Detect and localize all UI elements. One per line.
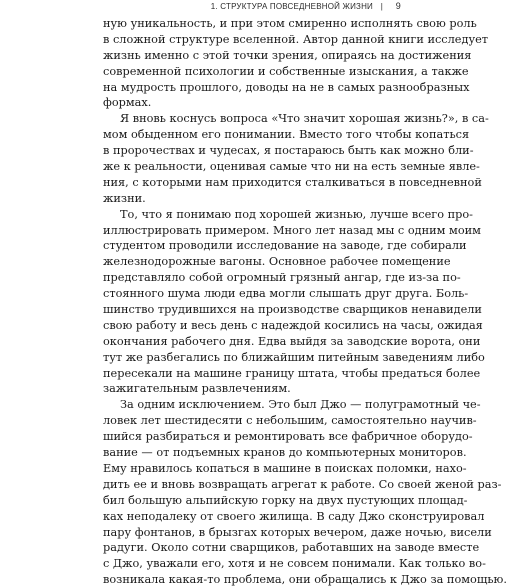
paragraph <box>103 111 489 206</box>
text-line: радуги. Около сотни сварщиков, работавших на заводе вместе <box>103 541 480 555</box>
running-header <box>103 0 401 14</box>
text-line: представляло собой огромный грязный ангар, где из-за по- <box>103 271 461 285</box>
text-line: бил большую альпийскую горку на двух пустующих площад- <box>103 493 468 507</box>
text-line: Я вновь коснусь вопроса «Что значит хорошая жизнь?», в са- <box>120 112 489 126</box>
text-line: ловек лет шестидесяти с небольшим, самостоятельно научив- <box>103 414 477 428</box>
text-line: стоянного шума люди едва могли слышать друг друга. Боль- <box>103 287 469 301</box>
text-line: в пророчествах и чудесах, я постараюсь быть как можно бли- <box>103 144 474 158</box>
page-number: 9 <box>395 1 401 11</box>
text-line: ную уникальность, и при этом смиренно исполнять свою роль <box>103 17 477 30</box>
body-text <box>103 16 507 588</box>
text-line: возникала какая-то проблема, они обращались к Джо за помощью. <box>103 573 507 587</box>
header-separator: | <box>380 2 383 11</box>
text-line: зажигательным развлечениям. <box>103 382 291 396</box>
text-line: на мудрость прошлого, доводы на не в самых разнообразных <box>103 80 470 94</box>
text-line: в сложной структуре вселенной. Автор данной книги исследует <box>103 32 489 46</box>
text-line: железнодорожные вагоны. Основное рабочее помещение <box>103 255 451 269</box>
text-line: мом обыденном его понимании. Вместо того чтобы копаться <box>103 128 470 142</box>
text-line: То, что я понимаю под хорошей жизнью, лучше всего про- <box>120 207 473 221</box>
text-line: тут же разбегались по ближайшим питейным заведениям либо <box>103 350 485 364</box>
chapter-title: 1. СТРУКТУРА ПОВСЕДНЕВНОЙ ЖИЗНИ <box>210 2 373 11</box>
text-line: шинство трудившихся на производстве сварщиков ненавидели <box>103 303 482 317</box>
text-line: иллюстрировать примером. Много лет назад мы с одним моим <box>103 223 481 237</box>
text-line: За одним исключением. Это был Джо — полуграмотный че- <box>120 398 481 412</box>
text-line: ния, с которыми нам приходится сталкиваться в повседневной <box>103 175 482 189</box>
text-line: студентом проводили исследование на заводе, где собирали <box>103 239 467 253</box>
text-line: Ему нравилось копаться в машине в поисках поломки, нахо- <box>103 461 467 475</box>
text-line: пару фонтанов, в брызгах которых вечером, даже ночью, висели <box>103 525 492 539</box>
paragraph <box>103 207 485 398</box>
paragraph <box>103 16 489 111</box>
paragraph <box>103 397 507 588</box>
text-line: окончания рабочего дня. Едва выйдя за заводские ворота, они <box>103 334 481 348</box>
text-line: жизнь именно с этой точки зрения, опираясь на достижения <box>103 48 472 62</box>
text-line: шийся разбираться и ремонтировать все фабричное оборудо- <box>103 430 473 444</box>
text-line: формах. <box>103 96 152 110</box>
text-line: современной психологии и собственные изыскания, а также <box>103 64 469 78</box>
text-line: вание — от подъемных кранов до компьютерных мониторов. <box>103 446 467 460</box>
text-line: же к реальности, оценивая самые что ни на есть земные явле- <box>103 160 480 174</box>
text-line: пересекали на машине границу штата, чтобы предаться более <box>103 366 481 380</box>
text-line: ках неподалеку от своего жилища. В саду Джо сконструировал <box>103 509 485 523</box>
text-line: свою работу и весь день с надеждой косились на часы, ожидая <box>103 318 483 332</box>
text-line: жизни. <box>103 191 146 205</box>
text-line: дить ее и вновь возвращать агрегат к работе. Со своей женой раз- <box>103 477 502 491</box>
text-line: с Джо, уважали его, хотя и не совсем понимали. Как только во- <box>103 557 486 571</box>
